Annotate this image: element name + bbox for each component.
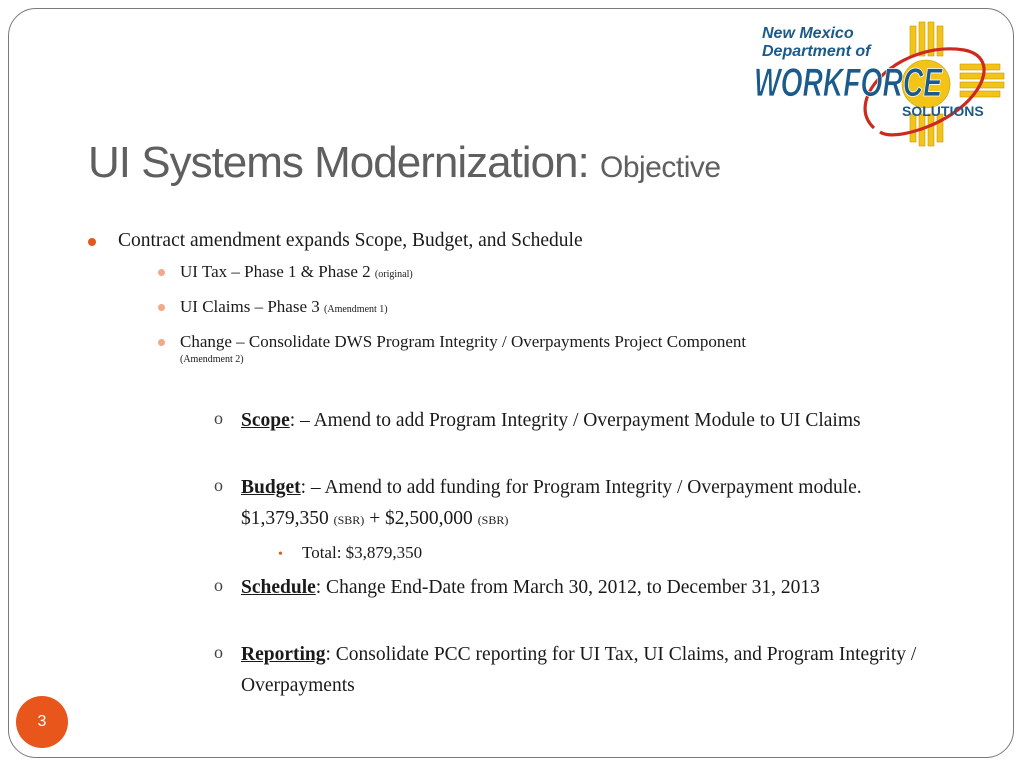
total-text: Total: $3,879,350	[302, 543, 423, 562]
logo-line1: New Mexico	[762, 25, 854, 42]
sub-bullet-note: (Amendment 2)	[180, 354, 244, 365]
schedule-text: : Change End-Date from March 30, 2012, to December 31, 2013	[315, 577, 820, 598]
budget-sbr-2: (SBR)	[477, 513, 509, 527]
logo-line2: Department of	[762, 43, 871, 60]
item-budget	[214, 472, 934, 536]
circle-bullet-icon: o	[214, 642, 223, 662]
item-schedule	[214, 572, 934, 603]
logo-graphic	[752, 18, 1014, 150]
logo-line3: WORKFORCE	[754, 61, 943, 105]
sub-bullet-note: (original)	[374, 269, 413, 280]
title-sub: Objective	[599, 151, 721, 184]
item-scope	[214, 405, 934, 436]
bullet-main-text: Contract amendment expands Scope, Budget, and Schedule	[118, 230, 583, 251]
sub-bullet-text: Change – Consolidate DWS Program Integrity / Overpayments Project Component	[180, 332, 747, 351]
budget-plus: + $2,500,000	[364, 508, 478, 529]
sub-bullet-note: (Amendment 1)	[324, 304, 388, 315]
circle-bullet-icon: o	[214, 408, 223, 428]
budget-label: Budget	[241, 477, 301, 498]
scope-text: : – Amend to add Program Integrity / Overpayment Module to UI Claims	[289, 410, 861, 431]
budget-sbr-1: (SBR)	[333, 513, 365, 527]
bullet-dot-icon	[88, 238, 96, 246]
scope-label: Scope	[241, 410, 290, 431]
sub-bullet-dot-icon	[158, 339, 165, 346]
sub-bullet-text: UI Tax – Phase 1 & Phase 2	[180, 262, 375, 281]
sub-bullet-dot-icon	[158, 269, 165, 276]
slide-title	[88, 138, 721, 188]
budget-text: : – Amend to add funding for Program Integrity / Overpayment module. $1,379,350	[241, 477, 862, 529]
page-number: 3	[37, 713, 47, 730]
small-bullet-icon: •	[278, 547, 283, 562]
title-main: UI Systems Modernization:	[88, 138, 589, 187]
schedule-label: Schedule	[241, 577, 316, 598]
reporting-text: : Consolidate PCC reporting for UI Tax, UI Claims, and Program Integrity / Overpayments	[241, 644, 917, 696]
nm-workforce-logo	[752, 18, 1014, 150]
circle-bullet-icon: o	[214, 575, 223, 595]
circle-bullet-icon: o	[214, 475, 223, 495]
logo-line4: SOLUTIONS	[902, 103, 984, 119]
reporting-label: Reporting	[241, 644, 326, 665]
sub-bullet-text: UI Claims – Phase 3	[180, 297, 325, 316]
page-number-badge	[16, 696, 68, 748]
sub-bullet-dot-icon	[158, 304, 165, 311]
item-reporting	[214, 639, 934, 701]
